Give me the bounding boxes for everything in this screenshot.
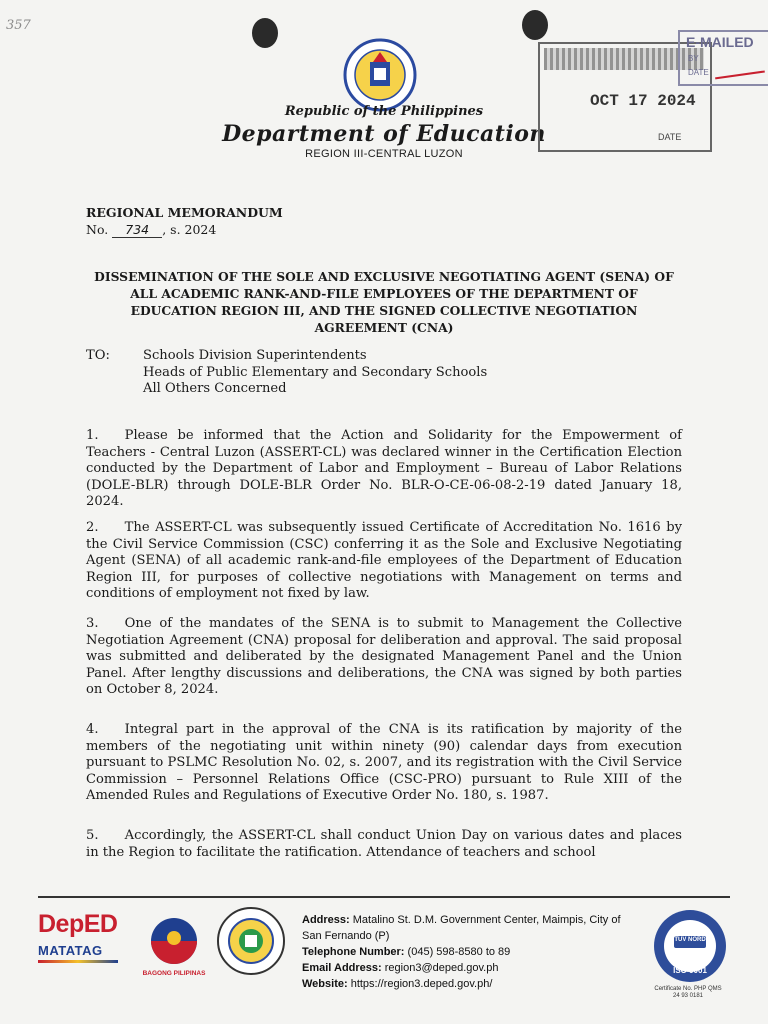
paragraph-1: 1. Please be informed that the Action and Solidarity for the Empowerment of Teachers - Central Luzon (ASSERT-CL) was declared winner in the Certification Election conducted by the Department of Labor and Employment – Bureau of Labor Relations (DOLE-BLR) through DOLE-BLR Order No. BLR-O-CE-06-08-2-19 dated January 18, 2024. — [86, 428, 682, 509]
bagong-pilipinas-logo — [138, 916, 210, 986]
footer-email: Email Address: region3@deped.gov.ph — [302, 962, 499, 974]
region-heading: REGION III-CENTRAL LUZON — [305, 148, 463, 160]
iso-certification-badge — [652, 908, 728, 984]
region-seal — [216, 906, 286, 976]
paragraph-2: 2. The ASSERT-CL was subsequently issued Certificate of Accreditation No. 1616 by the Civil Service Commission (CSC) conferring it as the Sole and Exclusive Negotiating Agent (SENA) of all academic rank-and-file employees of the Department of Education Region III, for purposes of collective negotiations with Management on terms and conditions of employment not fixed by law. — [86, 520, 682, 601]
paragraph-5: 5. Accordingly, the ASSERT-CL shall conduct Union Day on various dates and places in the Region to facilitate the ratification. Attendance of teachers and school — [86, 828, 682, 860]
emailed-signature — [713, 57, 765, 80]
department-heading: Department of Education — [222, 121, 546, 147]
deped-seal — [343, 38, 417, 112]
footer-divider — [38, 896, 730, 898]
corner-handwritten-note: 357 — [6, 18, 31, 33]
iso-cert-number: Certificate No. PHP QMS 24 93 0181 — [654, 986, 722, 999]
to-label: TO: — [86, 348, 110, 363]
emailed-date-label: DATE — [688, 68, 709, 77]
received-date: OCT 17 2024 — [590, 92, 696, 110]
recipient-item: Schools Division Superintendents — [143, 348, 367, 363]
memo-label: REGIONAL MEMORANDUM — [86, 205, 283, 220]
punch-hole-left — [252, 18, 278, 48]
footer-address: Address: Matalino St. D.M. Government Center, Maimpis, City of San Fernando (P) — [302, 914, 621, 942]
emailed-label: E-MAILED — [686, 34, 754, 50]
recipient-item: All Others Concerned — [143, 381, 287, 396]
footer-contact — [302, 912, 622, 992]
bagong-pilipinas-label: BAGONG PILIPINAS — [142, 970, 206, 977]
memo-title: DISSEMINATION OF THE SOLE AND EXCLUSIVE NEGOTIATING AGENT (SENA) OF ALL ACADEMIC RANK-AND-FILE EMPLOYEES OF THE DEPARTMENT OF EDUCATION REGION III, AND THE SIGNED COLLECTIVE NEGOTIATION AGREEMENT (CNA) — [94, 269, 674, 335]
deped-matatag-logo — [38, 910, 130, 980]
paragraph-4: 4. Integral part in the approval of the CNA is its ratification by majority of the members of the negotiating unit within ninety (90) calendar days from execution pursuant to PSLMC Resolution No. 02, s. 2007, and its registration with the Civil Service Commission – Personnel Relations Office (CSC-PRO) pursuant to Rule XIII of the Amended Rules and Regulations of Executive Order No. 180, s. 1987. — [86, 722, 682, 803]
paragraph-3: 3. One of the mandates of the SENA is to submit to Management the Collective Negotiation Agreement (CNA) proposal for deliberation and approval. The said proposal was submitted and deliberated by the designated Management Panel and the Union Panel. After lengthy discussions and deliberations, the CNA was signed by both parties on October 8, 2024. — [86, 616, 682, 697]
emailed-stamp — [678, 30, 768, 86]
tuv-label: TUV NORD — [674, 937, 706, 943]
to-recipients — [143, 348, 487, 398]
footer-website: Website: https://region3.deped.gov.ph/ — [302, 978, 493, 990]
memo-number-line — [86, 222, 216, 238]
memo-number: 734 — [112, 222, 162, 238]
bagong-pilipinas-icon — [144, 916, 204, 966]
memo-number-prefix: No. — [86, 222, 109, 237]
recipient-item: Heads of Public Elementary and Secondary Schools — [143, 364, 488, 380]
emailed-by-label: BY — [688, 54, 699, 63]
deped-wordmark: DepED — [38, 910, 118, 938]
punch-hole-right — [522, 10, 548, 40]
footer-phone: Telephone Number: (045) 598-8580 to 89 — [302, 946, 511, 958]
received-date-label: DATE — [658, 132, 682, 142]
iso-label: ISO 9001 — [673, 966, 707, 975]
republic-heading: Republic of the Philippines — [284, 104, 484, 119]
matatag-underline — [38, 960, 118, 963]
matatag-wordmark: MATATAG — [38, 943, 103, 958]
memo-series: , s. 2024 — [162, 222, 217, 237]
